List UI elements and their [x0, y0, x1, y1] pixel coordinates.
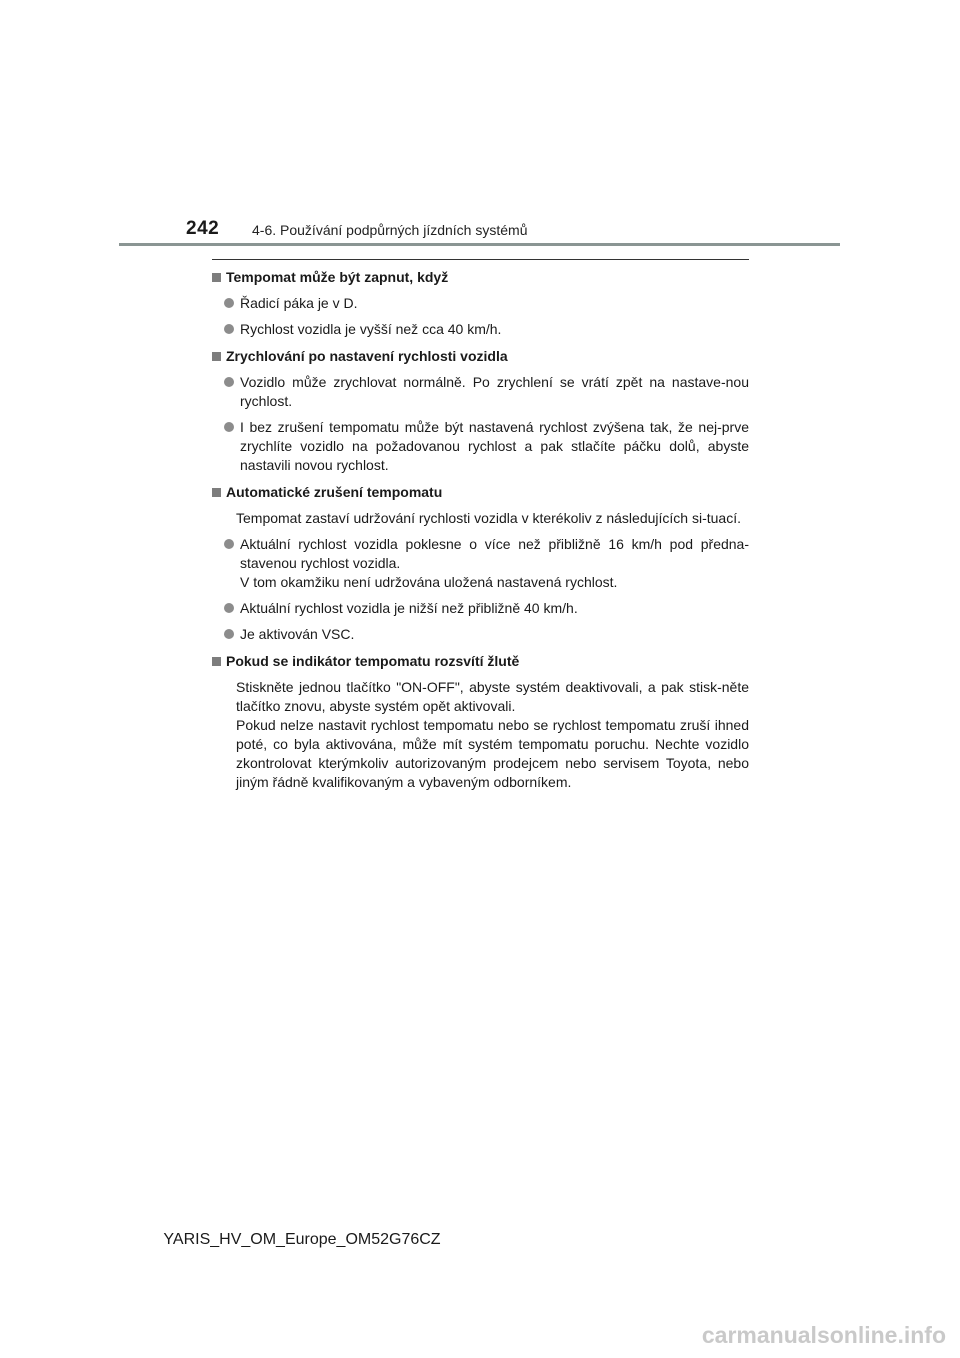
section-heading [212, 347, 749, 366]
square-bullet-icon [212, 657, 221, 666]
list-item-text: Je aktivován VSC. [240, 626, 355, 642]
chapter-title: 4-6. Používání podpůrných jízdních systémů [252, 222, 528, 238]
section-heading-text: Tempomat může být zapnut, když [226, 269, 449, 285]
list-item-text: Vozidlo může zrychlovat normálně. Po zrychlení se vrátí zpět na nastave-nou rychlost. [240, 374, 749, 409]
section-heading-text: Automatické zrušení tempomatu [226, 484, 443, 500]
content-rule [212, 259, 749, 260]
square-bullet-icon [212, 273, 221, 282]
section-heading-text: Pokud se indikátor tempomatu rozsvítí žlutě [226, 653, 520, 669]
header-rule [119, 243, 840, 246]
list-item-text: Aktuální rychlost vozidla je nižší než přibližně 40 km/h. [240, 600, 578, 616]
list-item [212, 418, 749, 475]
section-cruise-on-conditions [212, 268, 749, 339]
section-intro: Tempomat zastaví udržování rychlosti vozidla v kterékoliv z následujících si-tuací. [236, 510, 741, 526]
page-content [212, 268, 749, 800]
list-item [212, 599, 749, 618]
circle-bullet-icon [224, 324, 234, 334]
list-item-text: Rychlost vozidla je vyšší než cca 40 km/h. [240, 321, 502, 337]
square-bullet-icon [212, 352, 221, 361]
list-item [212, 320, 749, 339]
section-heading [212, 268, 749, 287]
section-heading [212, 483, 749, 502]
square-bullet-icon [212, 488, 221, 497]
list-item [212, 294, 749, 313]
circle-bullet-icon [224, 629, 234, 639]
circle-bullet-icon [224, 377, 234, 387]
circle-bullet-icon [224, 603, 234, 613]
section-acceleration [212, 347, 749, 475]
circle-bullet-icon [224, 298, 234, 308]
list-item-text: I bez zrušení tempomatu může být nastavená rychlost zvýšena tak, že nej-prve zrychlíte vozidlo na požadovanou rychlost a pak stlačíte páčku dolů, abyste nastavili novou rychlost. [240, 419, 749, 473]
section-body: Stiskněte jednou tlačítko "ON-OFF", abyste systém deaktivovali, a pak stisk-něte tlačítko znovu, abyste systém opět aktivovali. Pokud nelze nastavit rychlost tempomatu nebo se rychlost tempomatu zruší ihned poté, co byla aktivována, může mít systém tempomatu poruchu. Nechte vozidlo zkontrolovat kterýmkoliv autorizovaným prodejcem nebo servisem Toyota, nebo jiným řádně kvalifikovaným a vybaveným odborníkem. [236, 679, 749, 790]
list-item [212, 373, 749, 411]
section-indicator-yellow [212, 652, 749, 792]
list-item [212, 535, 749, 592]
page-number: 242 [186, 218, 220, 239]
section-auto-cancel [212, 483, 749, 644]
list-item-text: Aktuální rychlost vozidla poklesne o více než přibližně 16 km/h pod předna-stavenou rychlost vozidla. V tom okamžiku není udržována uložená nastavená rychlost. [240, 536, 749, 590]
footer-document-id: YARIS_HV_OM_Europe_OM52G76CZ [163, 1231, 441, 1248]
list-item-text: Řadicí páka je v D. [240, 295, 358, 311]
watermark: carmanualsonline.info [701, 1322, 946, 1348]
list-item [212, 625, 749, 644]
section-heading-text: Zrychlování po nastavení rychlosti vozidla [226, 348, 508, 364]
circle-bullet-icon [224, 422, 234, 432]
section-heading [212, 652, 749, 671]
circle-bullet-icon [224, 539, 234, 549]
